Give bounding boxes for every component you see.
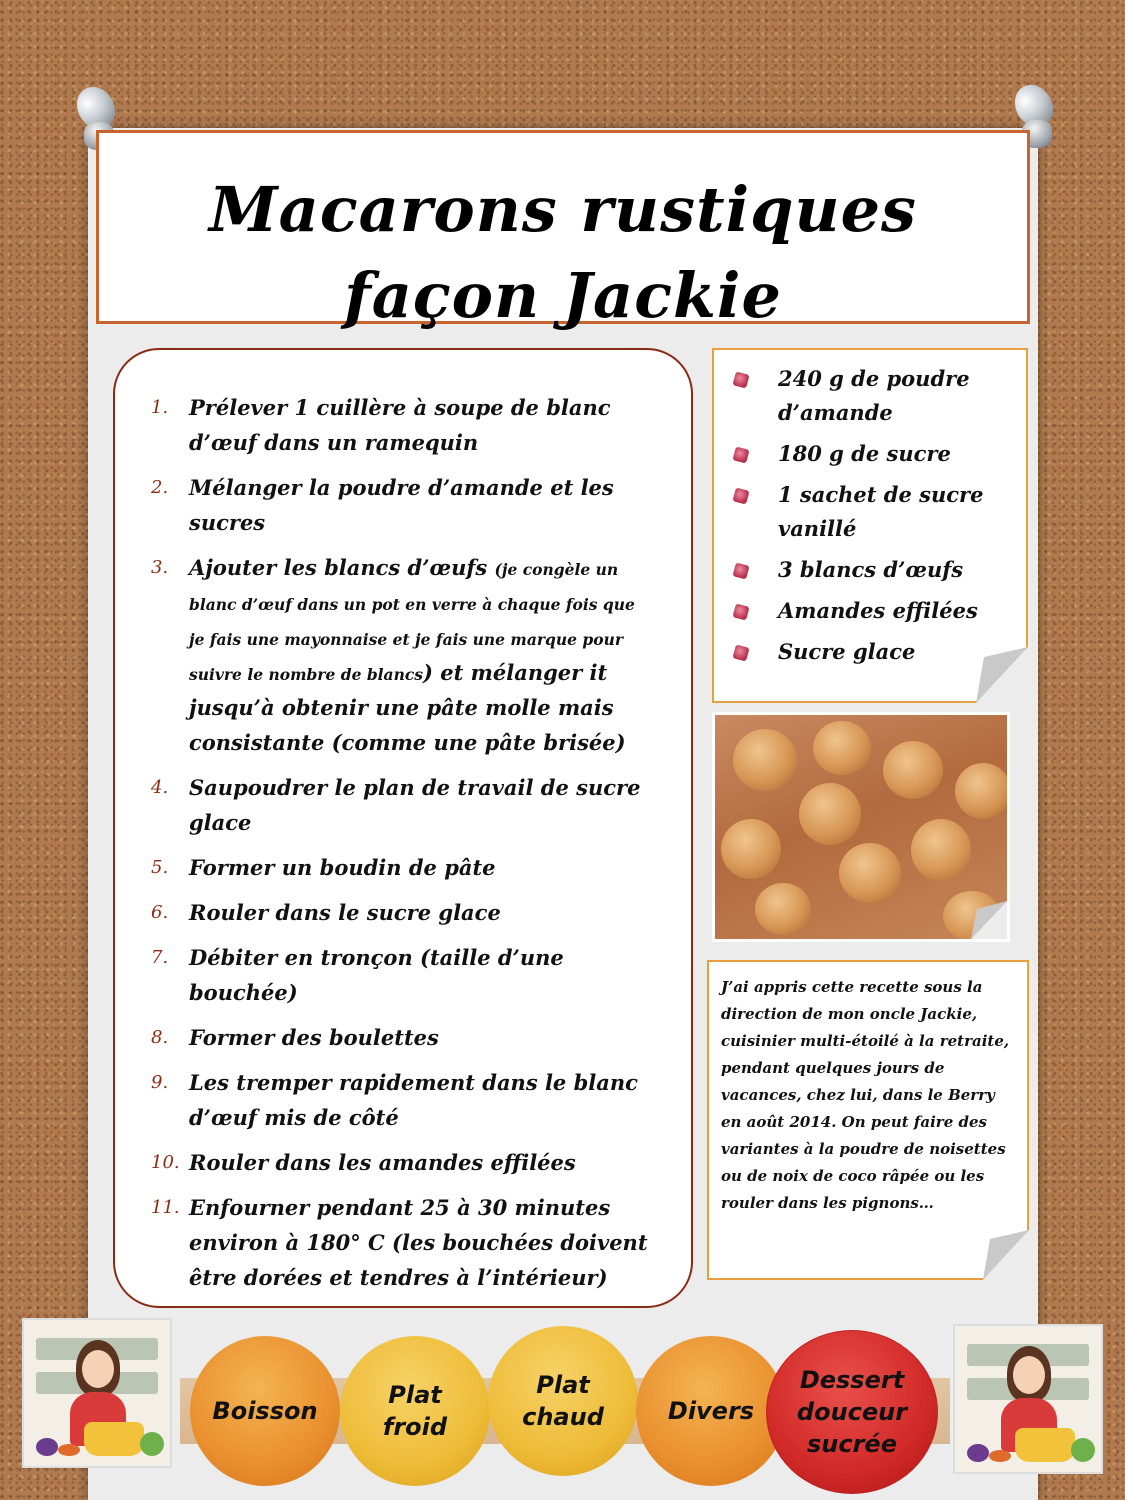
steps-list: [115, 350, 691, 1295]
title-line-2: façon Jackie: [344, 259, 782, 332]
ingredient-item: 3 blancs d’œufs: [734, 553, 1014, 587]
step-item: 1. Prélever 1 cuillère à soupe de blanc d’œuf dans un ramequin: [151, 395, 611, 455]
title-box: [96, 130, 1030, 332]
page-curl-icon: [971, 901, 1007, 939]
step-item: 4. Saupoudrer le plan de travail de sucre glace: [151, 775, 641, 835]
page-curl-icon: [976, 647, 1028, 703]
ingredient-item: Amandes effilées: [734, 594, 1014, 628]
chef-woman-icon: [22, 1318, 172, 1468]
flower-bullet-icon: [732, 371, 749, 388]
step-item: 3. Ajouter les blancs d’œufs (je congèle un blanc d’œuf dans un pot en verre à chaque fois que je fais une mayonnaise et je fais une marque pour suivre le nombre de blancs) et mélanger it jusqu’à obtenir une pâte molle mais consistante (comme une pâte brisée): [151, 555, 635, 755]
nav-plat-froid-button[interactable]: Plat froid: [340, 1336, 490, 1486]
step-item: 10. Rouler dans les amandes effilées: [151, 1150, 576, 1175]
nav-dessert-button[interactable]: Dessert douceur sucrée: [766, 1330, 938, 1494]
step-item: 5. Former un boudin de pâte: [151, 855, 496, 880]
step-item: 9. Les tremper rapidement dans le blanc d’œuf mis de côté: [151, 1070, 638, 1130]
page-curl-icon: [983, 1230, 1029, 1280]
title-line-1: Macarons rustiques: [209, 173, 917, 246]
ingredients-panel: [712, 348, 1028, 703]
flower-bullet-icon: [732, 487, 749, 504]
ingredient-item: 180 g de sucre: [734, 437, 1014, 471]
macarons-photo: [712, 712, 1010, 942]
ingredient-item: 240 g de poudre d’amande: [734, 362, 1014, 430]
nav-divers-button[interactable]: Divers: [636, 1336, 786, 1486]
instructions-panel: [113, 348, 693, 1308]
flower-bullet-icon: [732, 446, 749, 463]
step-item: 2. Mélanger la poudre d’amande et les sucres: [151, 475, 614, 535]
ingredient-item: Sucre glace: [734, 635, 1014, 669]
flower-bullet-icon: [732, 644, 749, 661]
story-text: J’ai appris cette recette sous la direction de mon oncle Jackie, cuisinier multi-étoilé à la retraite, pendant quelques jours de vacances, chez lui, dans le Berry en août 2014. On peut faire des variantes à la poudre de noisettes ou de noix de coco râpée ou les rouler dans les pignons…: [721, 978, 1010, 1212]
flower-bullet-icon: [732, 603, 749, 620]
flower-bullet-icon: [732, 562, 749, 579]
step-item: 8. Former des boulettes: [151, 1025, 439, 1050]
chef-woman-icon: [953, 1324, 1103, 1474]
story-note: [707, 960, 1029, 1280]
nav-plat-chaud-button[interactable]: Plat chaud: [488, 1326, 638, 1476]
step-item: 7. Débiter en tronçon (taille d’une bouchée): [151, 945, 564, 1005]
ingredients-list: [714, 350, 1026, 669]
page-title: [99, 133, 1027, 339]
ingredient-item: 1 sachet de sucre vanillé: [734, 478, 1014, 546]
step-item: 6. Rouler dans le sucre glace: [151, 900, 501, 925]
nav-boisson-button[interactable]: Boisson: [190, 1336, 340, 1486]
step-item: 11. Enfourner pendant 25 à 30 minutes environ à 180° C (les bouchées doivent être dorées et tendres à l’intérieur): [151, 1195, 648, 1290]
